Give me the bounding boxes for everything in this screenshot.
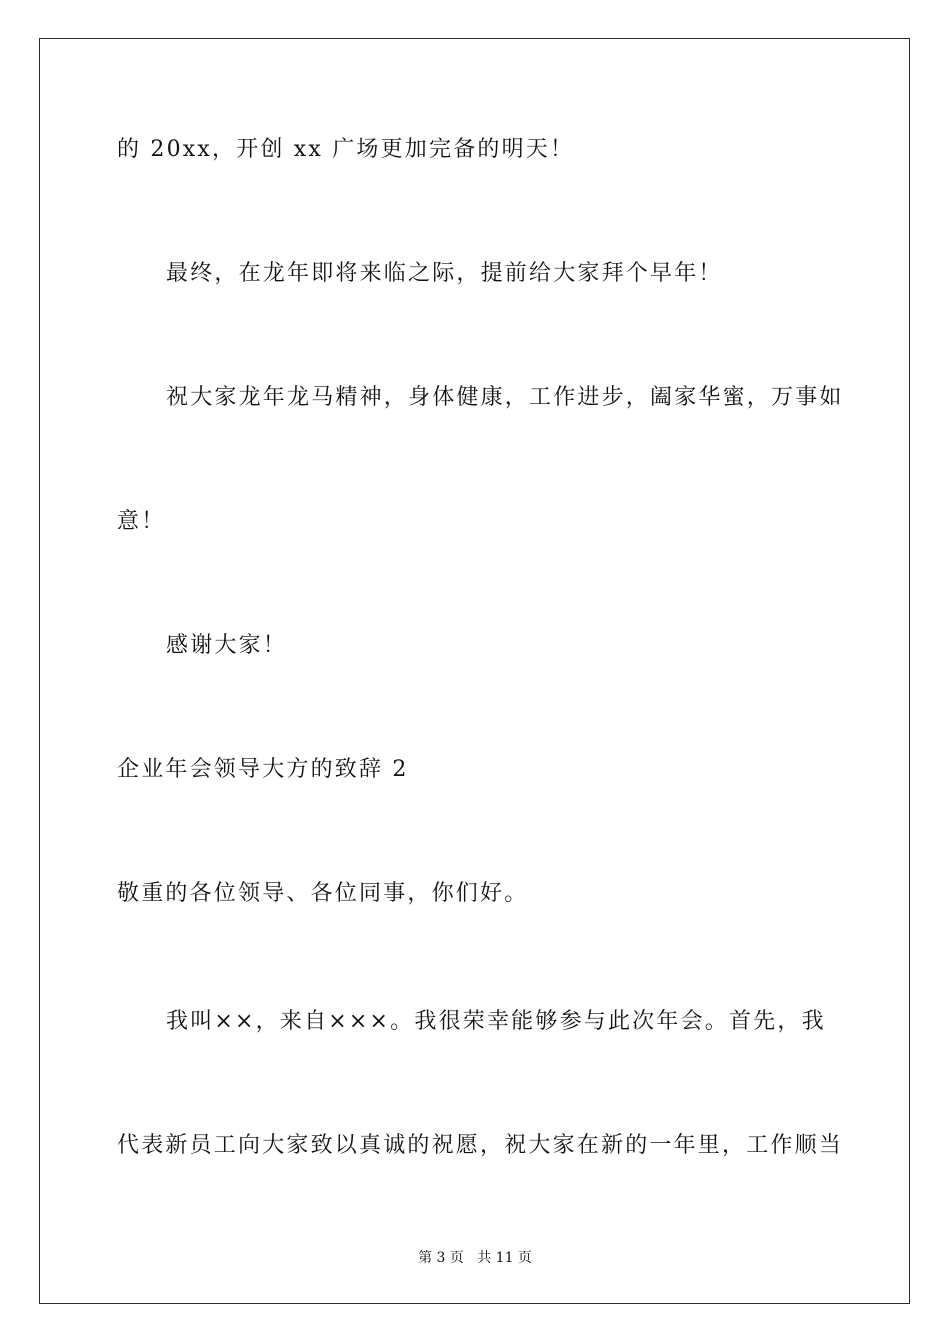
- body-line-9: 代表新员工向大家致以真诚的祝愿，祝大家在新的一年里，工作顺当: [117, 1133, 844, 1158]
- body-line-5: 感谢大家！: [166, 633, 288, 658]
- body-line-8: 我叫××，来自×××。我很荣幸能够参与此次年会。首先，我: [166, 1009, 826, 1034]
- body-line-3: 祝大家龙年龙马精神，身体健康，工作进步，阖家华蜜，万事如: [166, 385, 844, 410]
- body-line-7: 敬重的各位领导、各位同事，你们好。: [117, 881, 529, 906]
- body-line-1: 的 20xx，开创 xx 广场更加完备的明天！: [117, 137, 575, 162]
- page-frame: [39, 38, 910, 1304]
- section-heading: 企业年会领导大方的致辞 2: [117, 757, 409, 782]
- body-line-2: 最终，在龙年即将来临之际，提前给大家拜个早年！: [166, 261, 723, 286]
- page-number-footer: 第 3 页 共 11 页: [418, 1250, 532, 1266]
- body-line-4: 意！: [117, 509, 166, 534]
